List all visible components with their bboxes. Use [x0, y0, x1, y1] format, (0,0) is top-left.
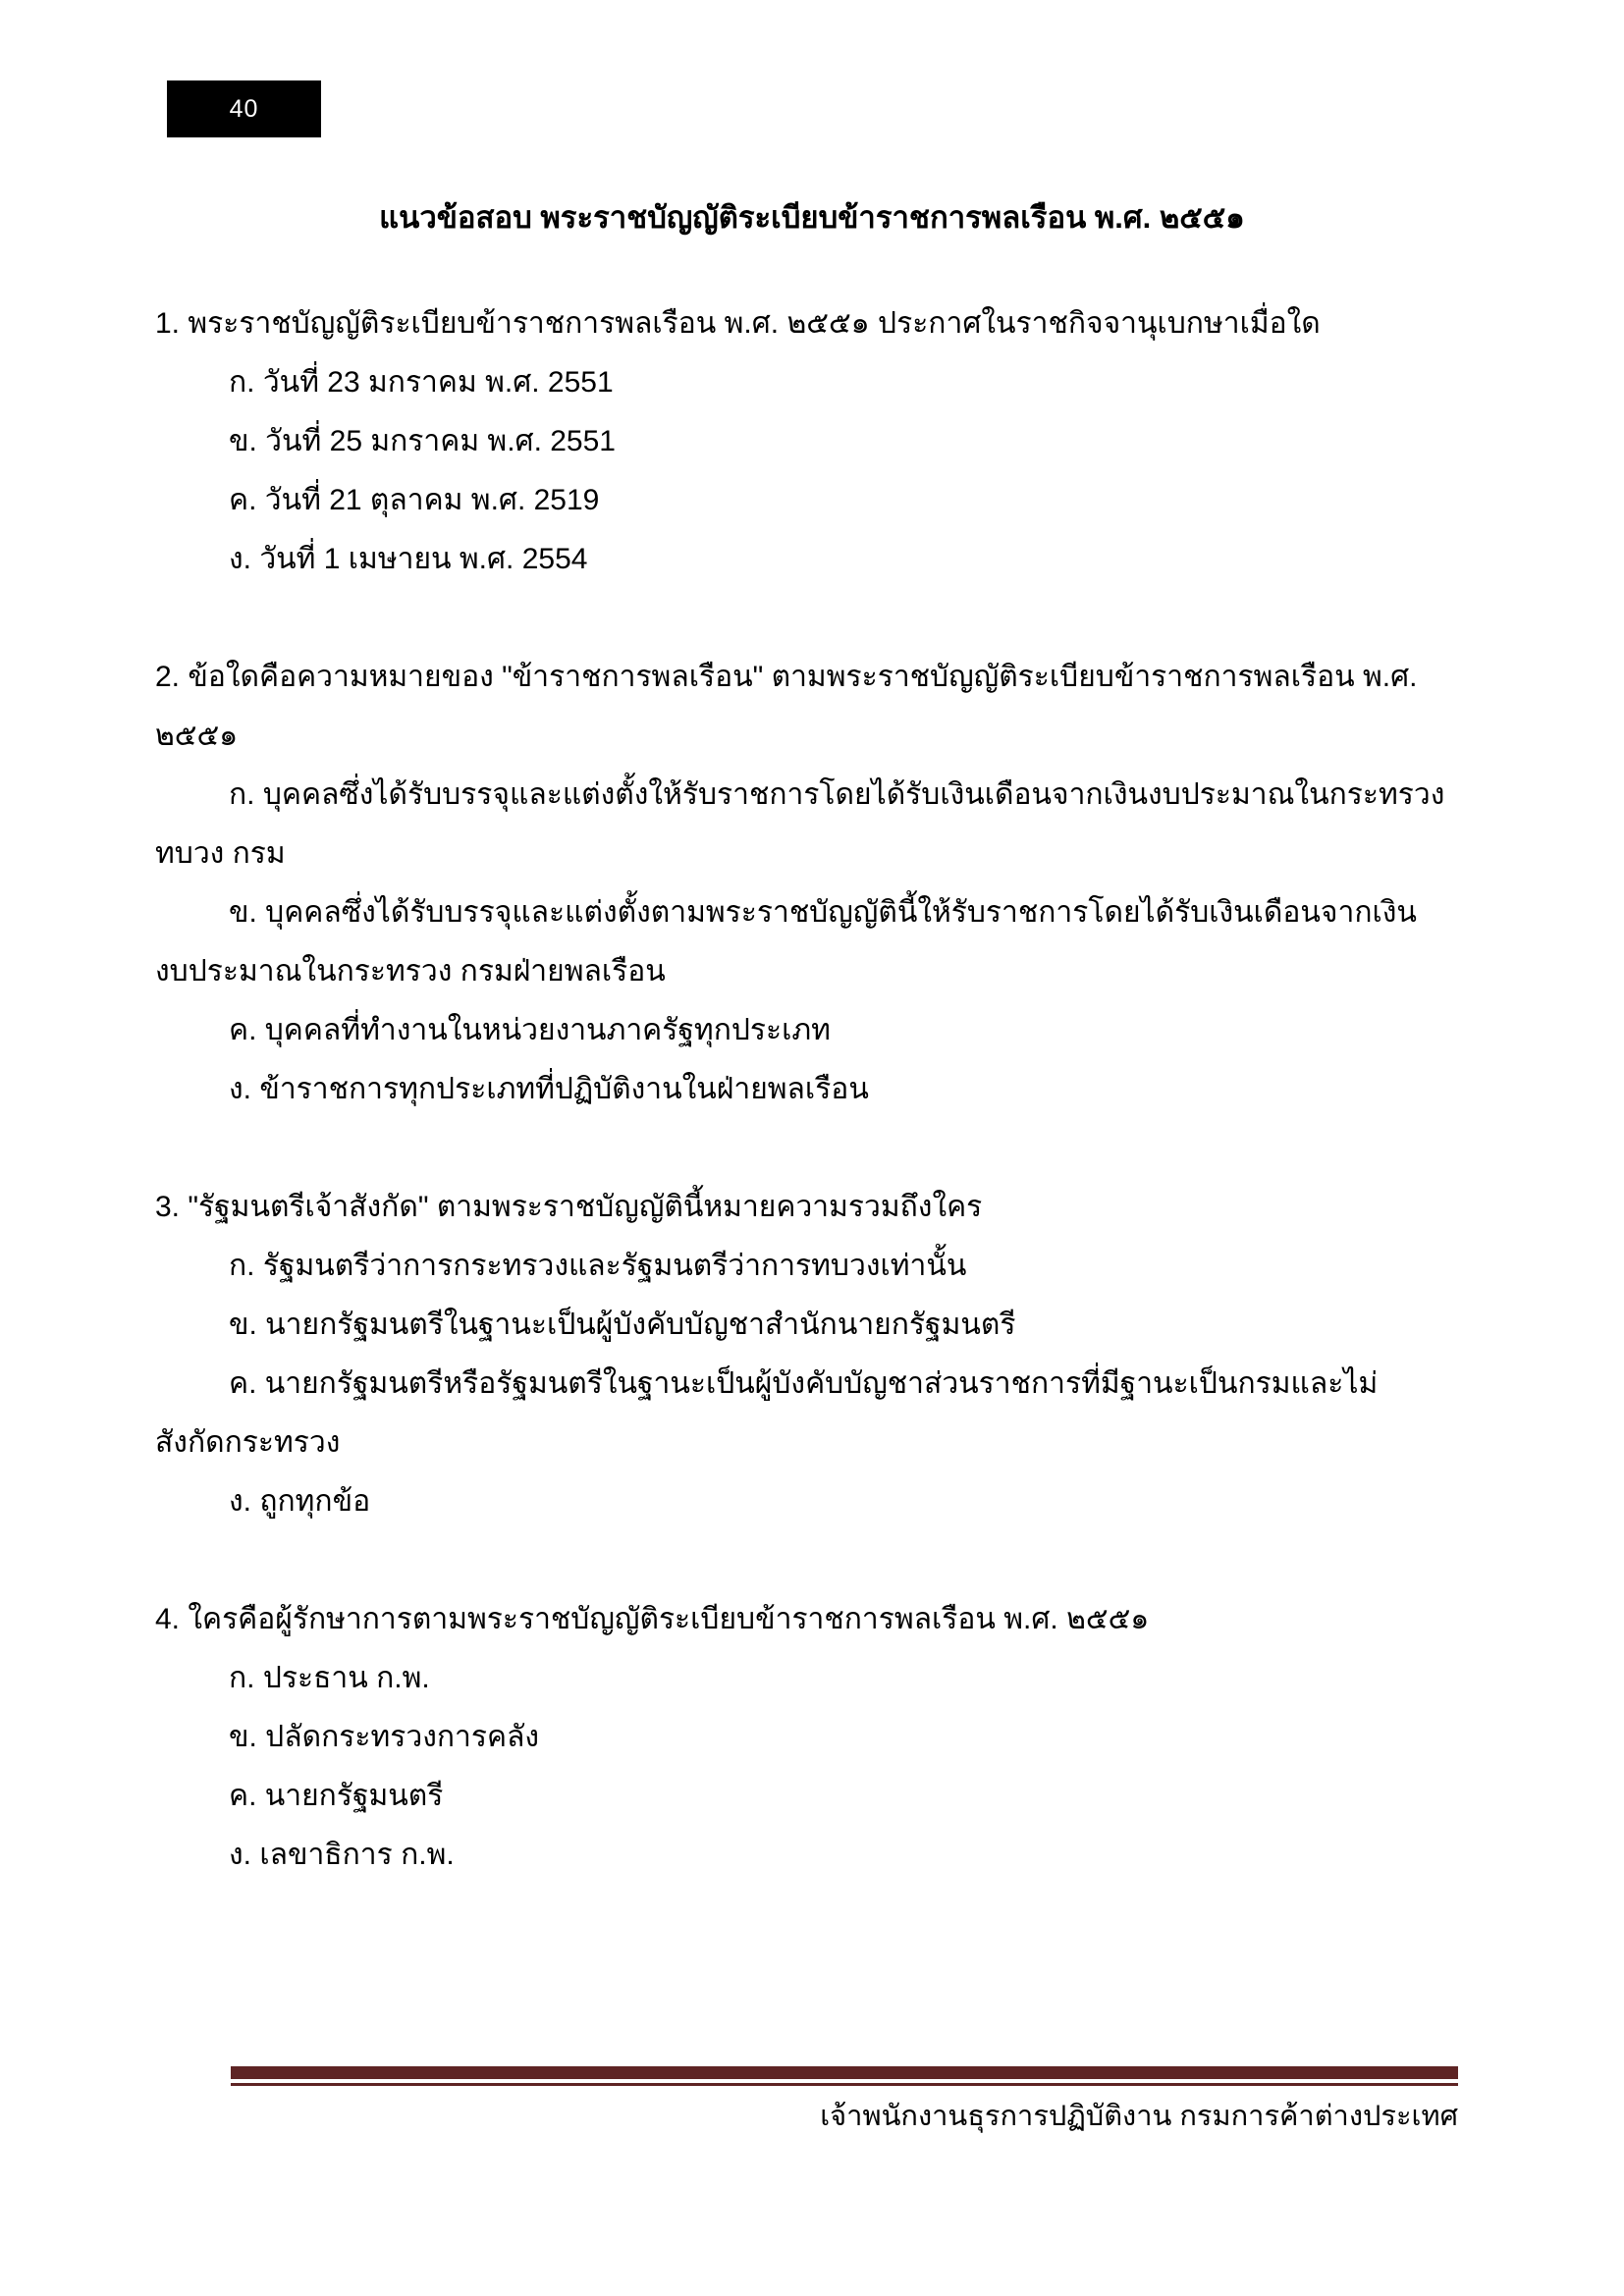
- question-2-line: ง. ข้าราชการทุกประเภทที่ปฏิบัติงานในฝ่ายพลเรือน: [229, 1073, 869, 1105]
- question-3-line: ง. ถูกทุกข้อ: [229, 1485, 371, 1518]
- footer-rule-thin: [231, 2083, 1458, 2086]
- question-4-line: ข. ปลัดกระทรวงการคลัง: [229, 1721, 540, 1753]
- question-3-line: ข. นายกรัฐมนตรีในฐานะเป็นผู้บังคับบัญชาสำนักนายกรัฐมนตรี: [229, 1308, 1016, 1341]
- question-3-line: สังกัดกระทรวง: [155, 1426, 341, 1459]
- question-1-line: ข. วันที่ 25 มกราคม พ.ศ. 2551: [229, 425, 616, 457]
- question-1: [155, 294, 1467, 589]
- question-1-line: ง. วันที่ 1 เมษายน พ.ศ. 2554: [229, 543, 588, 575]
- document-title: แนวข้อสอบ พระราชบัญญัติระเบียบข้าราชการพลเรือน พ.ศ. ๒๕๕๑: [379, 200, 1245, 235]
- question-4-line: ง. เลขาธิการ ก.พ.: [229, 1839, 455, 1871]
- page-number: 40: [229, 94, 259, 123]
- question-3-line: ก. รัฐมนตรีว่าการกระทรวงและรัฐมนตรีว่าการทบวงเท่านั้น: [229, 1250, 967, 1282]
- question-4-line: ค. นายกรัฐมนตรี: [229, 1780, 444, 1812]
- page-footer: [231, 2066, 1458, 2138]
- question-3-line: 3. "รัฐมนตรีเจ้าสังกัด" ตามพระราชบัญญัตินี้หมายความรวมถึงใคร: [155, 1191, 983, 1223]
- question-2-line: ก. บุคคลซึ่งได้รับบรรจุและแต่งตั้งให้รับราชการโดยได้รับเงินเดือนจากเงินงบประมาณในกระทรวง: [229, 778, 1445, 811]
- footer-text: เจ้าพนักงานธุรการปฏิบัติงาน กรมการค้าต่างประเทศ: [820, 2101, 1458, 2132]
- question-1-line: ค. วันที่ 21 ตุลาคม พ.ศ. 2519: [229, 484, 600, 516]
- question-1-line: 1. พระราชบัญญัติระเบียบข้าราชการพลเรือน พ.ศ. ๒๕๕๑ ประกาศในราชกิจจานุเบกษาเมื่อใด: [155, 307, 1321, 340]
- question-3-line: ค. นายกรัฐมนตรีหรือรัฐมนตรีในฐานะเป็นผู้บังคับบัญชาส่วนราชการที่มีฐานะเป็นกรมและไม่: [229, 1367, 1379, 1400]
- question-2-line: 2. ข้อใดคือความหมายของ "ข้าราชการพลเรือน" ตามพระราชบัญญัติระเบียบข้าราชการพลเรือน พ.ศ.: [155, 661, 1418, 693]
- footer-rule-thick: [231, 2066, 1458, 2079]
- question-2: [155, 648, 1467, 1119]
- question-4-line: ก. ประธาน ก.พ.: [229, 1662, 430, 1694]
- question-2-line: งบประมาณในกระทรวง กรมฝ่ายพลเรือน: [155, 955, 666, 988]
- question-1-line: ก. วันที่ 23 มกราคม พ.ศ. 2551: [229, 366, 614, 399]
- question-4-line: 4. ใครคือผู้รักษาการตามพระราชบัญญัติระเบียบข้าราชการพลเรือน พ.ศ. ๒๕๕๑: [155, 1603, 1150, 1635]
- question-4: [155, 1590, 1467, 1885]
- page-number-box: [167, 80, 321, 137]
- questions-container: [155, 294, 1467, 1885]
- question-2-line: ข. บุคคลซึ่งได้รับบรรจุและแต่งตั้งตามพระราชบัญญัตินี้ให้รับราชการโดยได้รับเงินเดือนจากเงิน: [229, 896, 1417, 929]
- question-2-line: ทบวง กรม: [155, 837, 286, 870]
- question-2-line: ค. บุคคลที่ทำงานในหน่วยงานภาครัฐทุกประเภท: [229, 1014, 831, 1046]
- question-2-line: ๒๕๕๑: [155, 720, 239, 752]
- question-3: [155, 1178, 1467, 1531]
